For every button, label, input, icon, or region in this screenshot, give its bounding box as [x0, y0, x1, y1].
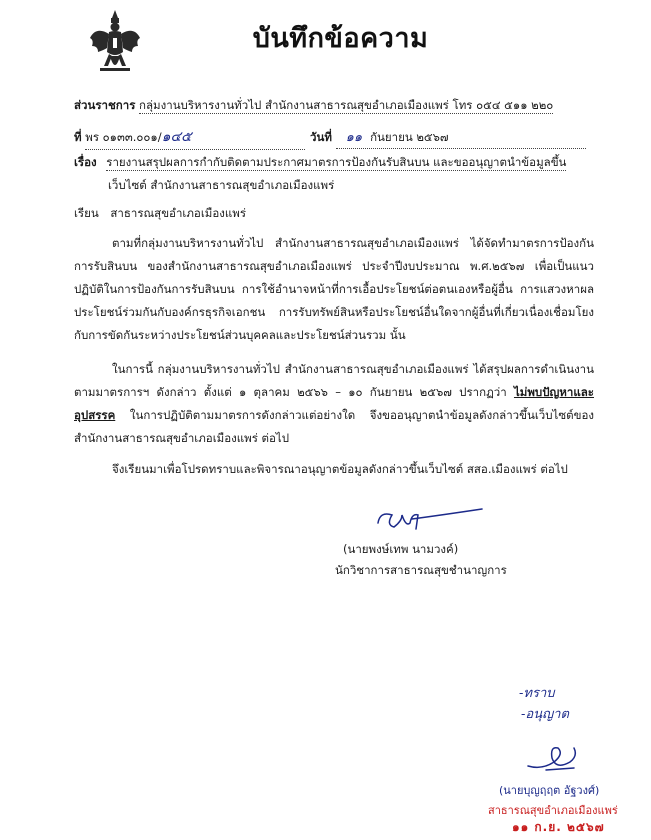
agency-label: ส่วนราชการ — [74, 98, 136, 112]
page-title: บันทึกข้อความ — [252, 23, 429, 54]
ref-label: ที่ — [74, 130, 82, 144]
date-value: กันยายน ๒๕๖๗ — [370, 130, 449, 144]
body-paragraph-1 — [74, 232, 594, 347]
to-row — [74, 205, 246, 223]
body-paragraph-2 — [74, 358, 594, 450]
date-hand-day: ๑๑ — [345, 130, 363, 145]
approval-note-approve: -อนุญาต — [521, 707, 569, 722]
to-label: เรียน — [74, 206, 99, 220]
to-value: สาธารณสุขอำเภอเมืองแพร่ — [110, 206, 247, 220]
ref-row — [74, 126, 305, 150]
subject-row — [74, 154, 566, 172]
approver-position: สาธารณสุขอำเภอเมืองแพร่ — [488, 804, 618, 817]
agency-row — [74, 97, 553, 115]
ref-value-wrap — [85, 126, 305, 150]
subject-line1: รายงานสรุปผลการกำกับติดตามประกาศมาตรการป้องกันรับสินบน และขออนุญาตนำข้อมูลขึ้น — [106, 155, 567, 169]
body-p3-text: จึงเรียนมาเพื่อโปรดทราบและพิจารณาอนุญาตข้อมูลดังกล่าวขึ้นเว็บไซต์ สสอ.เมืองแพร่ ต่อไป — [112, 462, 568, 476]
signature-mark — [372, 505, 492, 537]
date-row — [310, 126, 586, 149]
body-p2-bold: ไม่พบปัญหาและอุปสรรค — [74, 385, 594, 422]
subject-line2-row — [108, 177, 334, 195]
approver-name: (นายบุญฤฤต อัฐวงศ์) — [499, 784, 600, 797]
approver-signature-mark — [524, 740, 584, 774]
approval-date: ๑๑ ก.ย. ๒๕๖๗ — [512, 820, 605, 834]
body-p1-text: ตามที่กลุ่มงานบริหารงานทั่วไป สำนักงานสาธารณสุขอำเภอเมืองแพร่ ได้จัดทำมาตรการป้องกันการรับสินบน ของสำนักงานสาธารณสุขอำเภอเมืองแพร่ ประจำปีงบประมาณ พ.ศ.๒๕๖๗ เพื่อเป็นแนวปฏิบัติในการป้องกันการรับสินบน การใช้อำนาจหน้าที่การเอื้อประโยชน์ต่อตนเองหรือผู้อื่น การแสวงหาผลประโยชน์ร่วมกันกับองค์กรธุรกิจเอกชน การรับทรัพย์สินหรือประโยชน์อื่นใดจากผู้อื่นที่เกี่ยวเนื่องเชื่อมโยงกับการขัดกันระหว่างประโยชน์ส่วนบุคคลและประโยชน์ส่วนรวม นั้น — [74, 236, 594, 342]
body-p2-before: ในการนี้ กลุ่มงานบริหารงานทั่วไป สำนักงานสาธารณสุขอำเภอเมืองแพร่ ได้สรุปผลการดำเนินงานตามมาตรการฯ ดังกล่าว ตั้งแต่ ๑ ตุลาคม ๒๕๖๖ – ๑๐ กันยายน ๒๕๖๗ ปรากฏว่า — [74, 362, 594, 399]
signatory-position: นักวิชาการสาธารณสุขชำนาญการ — [335, 563, 507, 577]
body-paragraph-3 — [74, 458, 604, 481]
body-p2-text — [74, 358, 594, 450]
date-label: วันที่ — [310, 130, 332, 144]
signatory-name: (นายพงษ์เทพ นามวงค์) — [343, 542, 459, 556]
date-value-wrap — [336, 126, 586, 149]
subject-line2: เว็บไซต์ สำนักงานสาธารณสุขอำเภอเมืองแพร่ — [108, 178, 335, 192]
body-p2-after: ในการปฏิบัติตามมาตรการดังกล่าวแต่อย่างใด จึงขออนุญาตนำข้อมูลดังกล่าวขึ้นเว็บไซต์ของสำนักงานสาธารณสุขอำเภอเมืองแพร่ ต่อไป — [74, 408, 594, 445]
agency-value: กลุ่มงานบริหารงานทั่วไป สำนักงานสาธารณสุขอำเภอเมืองแพร่ โทร ๐๕๔ ๕๑๑ ๒๒๐ — [139, 98, 554, 112]
approval-note-acknowledge: -ทราบ — [519, 686, 555, 701]
ref-hand-number: ๑๔๕ — [161, 129, 192, 145]
ref-value: พร ๐๑๓๓.๐๐๑/ — [85, 130, 162, 144]
subject-label: เรื่อง — [74, 155, 97, 169]
